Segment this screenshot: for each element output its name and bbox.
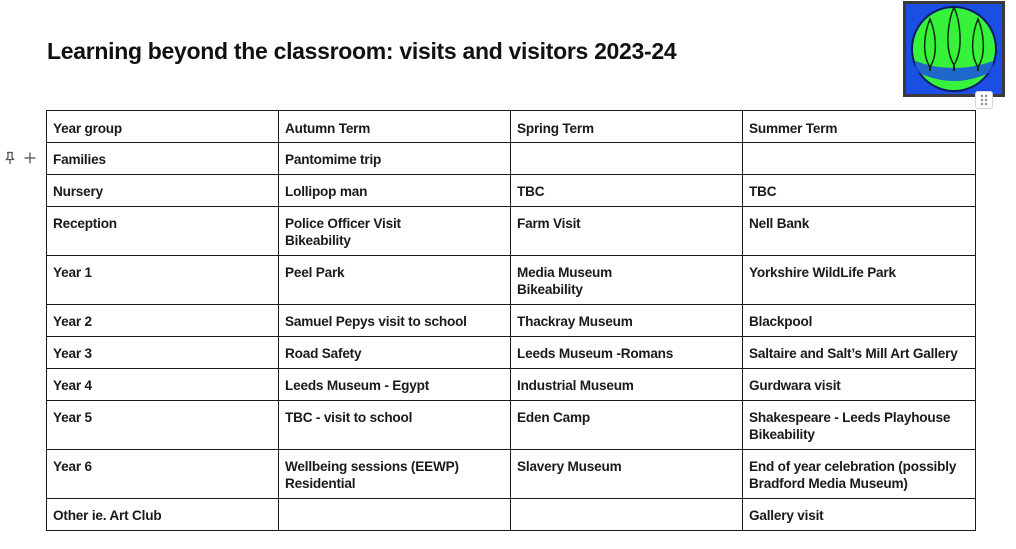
spring-term-cell[interactable] (511, 499, 743, 531)
table-drag-handle[interactable] (975, 91, 993, 109)
cell-text: Gallery visit (749, 508, 824, 523)
year-group-cell[interactable] (47, 175, 279, 207)
spring-term-cell[interactable] (511, 401, 743, 450)
cell-text: Gurdwara visit (749, 378, 841, 393)
cell-text: TBC (517, 184, 545, 199)
spring-term-cell[interactable] (511, 369, 743, 401)
autumn-term-cell[interactable] (279, 369, 511, 401)
cell-text: Year 6 (53, 459, 92, 474)
autumn-term-cell[interactable] (279, 175, 511, 207)
table-row (47, 369, 976, 401)
summer-term-cell[interactable] (743, 499, 976, 531)
table-row (47, 499, 976, 531)
cell-text: Samuel Pepys visit to school (285, 314, 467, 329)
spring-term-cell[interactable] (511, 143, 743, 175)
spring-term-cell[interactable] (511, 175, 743, 207)
year-group-cell[interactable] (47, 450, 279, 499)
row-tools (0, 148, 40, 168)
school-logo (903, 1, 1005, 97)
table-row (47, 143, 976, 175)
year-group-cell[interactable] (47, 256, 279, 305)
cell-text: Pantomime trip (285, 152, 382, 167)
summer-term-cell[interactable] (743, 450, 976, 499)
cell-text: Industrial Museum (517, 378, 634, 393)
cell-text: TBC - visit to school (285, 410, 413, 425)
autumn-term-cell[interactable] (279, 401, 511, 450)
pin-row-button[interactable] (0, 148, 20, 168)
autumn-term-cell[interactable] (279, 256, 511, 305)
cell-text: TBC (749, 184, 777, 199)
cell-text: Peel Park (285, 265, 345, 280)
table-row (47, 256, 976, 305)
visits-table (46, 110, 976, 531)
header-cell[interactable]: Year group (47, 111, 279, 143)
cell-text: Residential (285, 476, 356, 491)
add-row-button[interactable] (20, 148, 40, 168)
table-row (47, 175, 976, 207)
autumn-term-cell[interactable] (279, 207, 511, 256)
summer-term-cell[interactable] (743, 337, 976, 369)
cell-text: Bradford Media Museum) (749, 476, 908, 491)
table-row (47, 450, 976, 499)
cell-text: Shakespeare - Leeds Playhouse (749, 410, 951, 425)
cell-text: Leeds Museum - Egypt (285, 378, 430, 393)
cell-text: Year 2 (53, 314, 92, 329)
table-row (47, 305, 976, 337)
table-row (47, 337, 976, 369)
cell-text: Thackray Museum (517, 314, 633, 329)
cell-text: Yorkshire WildLife Park (749, 265, 896, 280)
spring-term-cell[interactable] (511, 337, 743, 369)
spring-term-cell[interactable] (511, 305, 743, 337)
summer-term-cell[interactable] (743, 256, 976, 305)
cell-text: Year 4 (53, 378, 92, 393)
cell-text: Leeds Museum -Romans (517, 346, 674, 361)
pin-icon (3, 151, 17, 165)
autumn-term-cell[interactable] (279, 305, 511, 337)
document-title: Learning beyond the classroom: visits and visitors 2023-24 (47, 38, 677, 64)
spring-term-cell[interactable] (511, 450, 743, 499)
table-row (47, 207, 976, 256)
summer-term-cell[interactable] (743, 143, 976, 175)
year-group-cell[interactable] (47, 305, 279, 337)
cell-text: Nursery (53, 184, 103, 199)
cell-text: Wellbeing sessions (EEWP) (285, 459, 459, 474)
summer-term-cell[interactable] (743, 305, 976, 337)
cell-text: Slavery Museum (517, 459, 622, 474)
cell-text: Bikeability (285, 233, 351, 248)
table-header-row (47, 111, 976, 143)
cell-text: Reception (53, 216, 117, 231)
cell-text: Eden Camp (517, 410, 590, 425)
autumn-term-cell[interactable] (279, 499, 511, 531)
autumn-term-cell[interactable] (279, 450, 511, 499)
cell-text: Police Officer Visit (285, 216, 401, 231)
cell-text: Lollipop man (285, 184, 368, 199)
year-group-cell[interactable] (47, 499, 279, 531)
drag-handle-icon (976, 92, 992, 108)
cell-text: Farm Visit (517, 216, 581, 231)
year-group-cell[interactable] (47, 337, 279, 369)
summer-term-cell[interactable] (743, 369, 976, 401)
autumn-term-cell[interactable] (279, 143, 511, 175)
cell-text: End of year celebration (possibly (749, 459, 957, 474)
cell-text: Year 3 (53, 346, 92, 361)
cell-text: Year 5 (53, 410, 92, 425)
cell-text: Nell Bank (749, 216, 810, 231)
summer-term-cell[interactable] (743, 401, 976, 450)
year-group-cell[interactable] (47, 401, 279, 450)
header-cell[interactable]: Summer Term (743, 111, 976, 143)
year-group-cell[interactable] (47, 207, 279, 256)
cell-text: Bikeability (749, 427, 815, 442)
school-logo-trees-icon (903, 1, 1005, 97)
header-cell[interactable]: Autumn Term (279, 111, 511, 143)
plus-icon (23, 151, 37, 165)
cell-text: Road Safety (285, 346, 362, 361)
cell-text: Other ie. Art Club (53, 508, 162, 523)
year-group-cell[interactable] (47, 369, 279, 401)
cell-text: Year 1 (53, 265, 92, 280)
year-group-cell[interactable] (47, 143, 279, 175)
cell-text: Media Museum (517, 265, 613, 280)
spring-term-cell[interactable] (511, 256, 743, 305)
table-row (47, 401, 976, 450)
cell-text: Saltaire and Salt’s Mill Art Gallery (749, 346, 958, 361)
cell-text: Blackpool (749, 314, 813, 329)
summer-term-cell[interactable] (743, 175, 976, 207)
cell-text: Families (53, 152, 106, 167)
spring-term-cell[interactable] (511, 207, 743, 256)
cell-text: Bikeability (517, 282, 583, 297)
autumn-term-cell[interactable] (279, 337, 511, 369)
summer-term-cell[interactable] (743, 207, 976, 256)
header-cell[interactable]: Spring Term (511, 111, 743, 143)
